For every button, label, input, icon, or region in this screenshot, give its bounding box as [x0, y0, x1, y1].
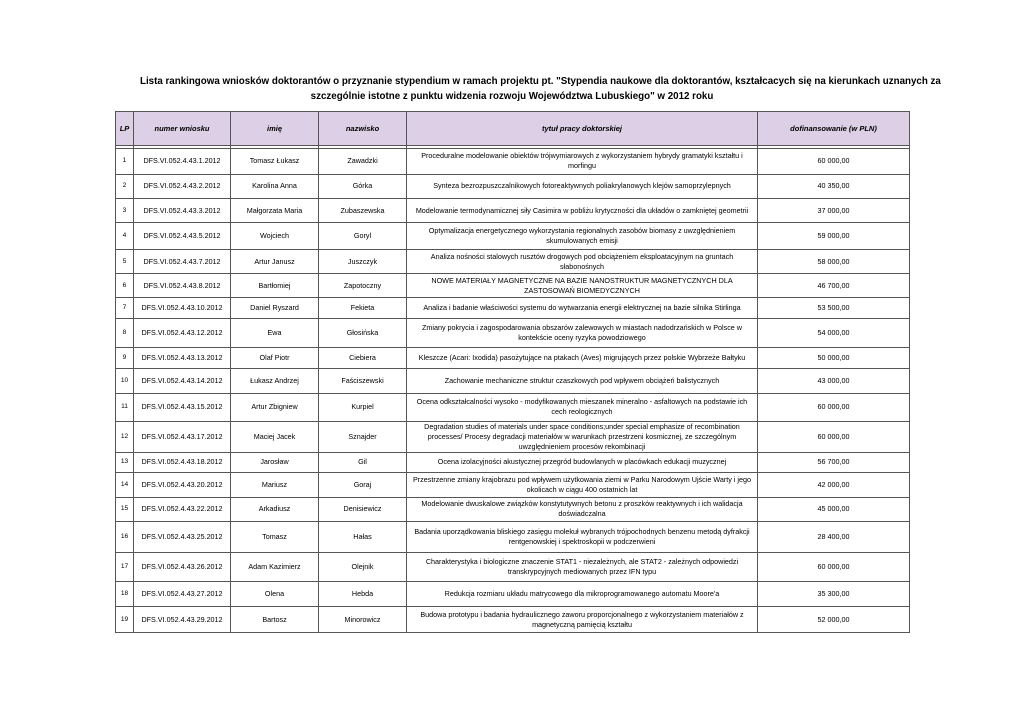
row-tytul-cell: Proceduralne modelowanie obiektów trójwymiarowych z wykorzystaniem hybrydy gramatyki kształtu i morfingu — [407, 149, 758, 175]
table-row — [116, 347, 910, 369]
table-row — [116, 319, 910, 348]
row-tytul-cell: Analiza nośności stalowych rusztów drogowych pod obciążeniem eksploatacyjnym na gruntach słabonośnych — [407, 249, 758, 273]
row-numer-wniosku-cell: DFS.VI.052.4.43.1.2012 — [134, 149, 231, 175]
row-imie-cell: Adam Kazimierz — [231, 553, 319, 582]
row-numer-wniosku-cell: DFS.VI.052.4.43.3.2012 — [134, 198, 231, 222]
row-nazwisko-cell: Fekieta — [319, 298, 407, 319]
row-lp-cell: 19 — [116, 606, 134, 633]
row-imie-cell: Karolina Anna — [231, 174, 319, 198]
row-imie-cell: Olaf Piotr — [231, 347, 319, 369]
table-row — [116, 452, 910, 473]
header-numer-wniosku: numer wniosku — [134, 112, 231, 146]
row-imie-cell: Małgorzata Maria — [231, 198, 319, 222]
row-dofinansowanie-cell: 35 300,00 — [758, 582, 910, 606]
row-nazwisko-cell: Kurpiel — [319, 393, 407, 421]
row-numer-wniosku-cell: DFS.VI.052.4.43.5.2012 — [134, 223, 231, 250]
row-tytul-cell: Modelowanie dwuskalowe związków konstytutywnych betonu z proszków reaktywnych i ich walidacja doświadczalna — [407, 497, 758, 521]
row-numer-wniosku-cell: DFS.VI.052.4.43.15.2012 — [134, 393, 231, 421]
row-numer-wniosku-cell: DFS.VI.052.4.43.13.2012 — [134, 347, 231, 369]
row-imie-cell: Olena — [231, 582, 319, 606]
title-line-1: Lista rankingowa wniosków doktorantów o przyznanie stypendium w ramach projektu pt. "Stypendia naukowe dla doktorantów, kształcacych się na kierunkach uznanych za — [140, 75, 941, 87]
table-row — [116, 553, 910, 582]
row-tytul-cell: Budowa prototypu i badania hydraulicznego zaworu proporcjonalnego z wykorzystaniem materiałów z magnetyczną pamięcią kształtu — [407, 606, 758, 633]
row-numer-wniosku-cell: DFS.VI.052.4.43.14.2012 — [134, 369, 231, 393]
row-imie-cell: Tomasz Łukasz — [231, 149, 319, 175]
row-dofinansowanie-cell: 53 500,00 — [758, 298, 910, 319]
row-tytul-cell: Zmiany pokrycia i zagospodarowania obszarów zalewowych w miastach nadodrzańskich w Polsce w kontekście oceny ryzyka powodziowego — [407, 319, 758, 348]
row-tytul-cell: Redukcja rozmiaru układu matrycowego dla mikroprogramowanego automatu Moore'a — [407, 582, 758, 606]
row-lp-cell: 12 — [116, 421, 134, 452]
row-numer-wniosku-cell: DFS.VI.052.4.43.29.2012 — [134, 606, 231, 633]
row-tytul-cell: Ocena odkształcalności wysoko - modyfikowanych mieszanek mineralno - asfaltowych na podstawie ich cech reologicznych — [407, 393, 758, 421]
row-tytul-cell: Przestrzenne zmiany krajobrazu pod wpływem użytkowania ziemi w Parku Narodowym Ujście Warty i jego okolicach w ciągu 400 ostatnich lat — [407, 473, 758, 497]
row-tytul-cell: Charakterystyka i biologiczne znaczenie STAT1 - niezależnych, ale STAT2 - zależnych odpowiedzi transkrypcyjnych mediowanych przez IFN typu — [407, 553, 758, 582]
row-nazwisko-cell: Sznajder — [319, 421, 407, 452]
row-tytul-cell: Analiza i badanie właściwości systemu do wytwarzania energii elektrycznej na bazie silnika Stirlinga — [407, 298, 758, 319]
row-tytul-cell: Degradation studies of materials under space conditions;under special emphasize of recombination processes/ Procesy degradacji materiałów w warunkach przestrzeni kosmicznej, ze szczególnym uwzględnieniem procesów rekombinacji — [407, 421, 758, 452]
row-nazwisko-cell: Zawadzki — [319, 149, 407, 175]
table-row — [116, 393, 910, 421]
row-nazwisko-cell: Zapotoczny — [319, 274, 407, 298]
table-row — [116, 421, 910, 452]
row-tytul-cell: Zachowanie mechaniczne struktur czaszkowych pod wpływem obciążeń balistycznych — [407, 369, 758, 393]
row-dofinansowanie-cell: 42 000,00 — [758, 473, 910, 497]
row-tytul-cell: Optymalizacja energetycznego wykorzystania regionalnych zasobów biomasy z uwzględnieniem skumulowanych emisji — [407, 223, 758, 250]
row-dofinansowanie-cell: 56 700,00 — [758, 452, 910, 473]
table-row — [116, 174, 910, 198]
row-lp-cell: 18 — [116, 582, 134, 606]
row-nazwisko-cell: Minorowicz — [319, 606, 407, 633]
row-tytul-cell: NOWE MATERIAŁY MAGNETYCZNE NA BAZIE NANOSTRUKTUR MAGNETYCZNYCH DLA ZASTOSOWAŃ BIOMEDYCZNYCH — [407, 274, 758, 298]
row-lp-cell: 17 — [116, 553, 134, 582]
row-nazwisko-cell: Olejnik — [319, 553, 407, 582]
row-nazwisko-cell: Ciebiera — [319, 347, 407, 369]
row-numer-wniosku-cell: DFS.VI.052.4.43.12.2012 — [134, 319, 231, 348]
row-dofinansowanie-cell: 60 000,00 — [758, 393, 910, 421]
table-row — [116, 298, 910, 319]
table-row — [116, 223, 910, 250]
row-lp-cell: 15 — [116, 497, 134, 521]
row-imie-cell: Wojciech — [231, 223, 319, 250]
row-lp-cell: 13 — [116, 452, 134, 473]
row-nazwisko-cell: Hebda — [319, 582, 407, 606]
table-body — [116, 146, 910, 633]
row-imie-cell: Artur Zbigniew — [231, 393, 319, 421]
row-numer-wniosku-cell: DFS.VI.052.4.43.25.2012 — [134, 521, 231, 553]
row-dofinansowanie-cell: 43 000,00 — [758, 369, 910, 393]
table-row — [116, 521, 910, 553]
row-lp-cell: 3 — [116, 198, 134, 222]
ranking-table — [115, 111, 910, 633]
row-dofinansowanie-cell: 54 000,00 — [758, 319, 910, 348]
row-tytul-cell: Kleszcze (Acari: Ixodida) pasożytujące na ptakach (Aves) migrujących przez polskie Wybrzeże Bałtyku — [407, 347, 758, 369]
row-lp-cell: 6 — [116, 274, 134, 298]
title-line-2: szczególnie istotne z punktu widzenia rozwoju Województwa Lubuskiego" w 2012 roku — [310, 90, 714, 102]
row-imie-cell: Bartłomiej — [231, 274, 319, 298]
row-lp-cell: 7 — [116, 298, 134, 319]
row-nazwisko-cell: Gil — [319, 452, 407, 473]
row-imie-cell: Ewa — [231, 319, 319, 348]
header-dofinansowanie: dofinansowanie (w PLN) — [758, 112, 910, 146]
row-numer-wniosku-cell: DFS.VI.052.4.43.2.2012 — [134, 174, 231, 198]
row-imie-cell: Daniel Ryszard — [231, 298, 319, 319]
table-row — [116, 249, 910, 273]
row-imie-cell: Bartosz — [231, 606, 319, 633]
row-nazwisko-cell: Zubaszewska — [319, 198, 407, 222]
row-nazwisko-cell: Górka — [319, 174, 407, 198]
row-lp-cell: 5 — [116, 249, 134, 273]
row-nazwisko-cell: Głosińska — [319, 319, 407, 348]
row-numer-wniosku-cell: DFS.VI.052.4.43.17.2012 — [134, 421, 231, 452]
header-nazwisko: nazwisko — [319, 112, 407, 146]
row-imie-cell: Maciej Jacek — [231, 421, 319, 452]
row-imie-cell: Tomasz — [231, 521, 319, 553]
row-numer-wniosku-cell: DFS.VI.052.4.43.20.2012 — [134, 473, 231, 497]
row-numer-wniosku-cell: DFS.VI.052.4.43.18.2012 — [134, 452, 231, 473]
row-numer-wniosku-cell: DFS.VI.052.4.43.26.2012 — [134, 553, 231, 582]
row-imie-cell: Mariusz — [231, 473, 319, 497]
row-imie-cell: Arkadiusz — [231, 497, 319, 521]
row-numer-wniosku-cell: DFS.VI.052.4.43.27.2012 — [134, 582, 231, 606]
table-row — [116, 582, 910, 606]
row-tytul-cell: Ocena izolacyjności akustycznej przegród budowlanych w placówkach edukacji muzycznej — [407, 452, 758, 473]
header-tytul: tytuł pracy doktorskiej — [407, 112, 758, 146]
table-row — [116, 198, 910, 222]
row-nazwisko-cell: Goraj — [319, 473, 407, 497]
row-lp-cell: 16 — [116, 521, 134, 553]
row-imie-cell: Artur Janusz — [231, 249, 319, 273]
row-tytul-cell: Modelowanie termodynamicznej siły Casimira w pobliżu krytyczności dla układów o zamkniętej geometrii — [407, 198, 758, 222]
row-dofinansowanie-cell: 60 000,00 — [758, 553, 910, 582]
row-dofinansowanie-cell: 50 000,00 — [758, 347, 910, 369]
table-header-row — [116, 112, 910, 146]
row-lp-cell: 8 — [116, 319, 134, 348]
row-numer-wniosku-cell: DFS.VI.052.4.43.22.2012 — [134, 497, 231, 521]
row-tytul-cell: Synteza bezrozpuszczalnikowych fotoreaktywnych poliakrylanowych klejów samoprzylepnych — [407, 174, 758, 198]
row-nazwisko-cell: Juszczyk — [319, 249, 407, 273]
row-lp-cell: 11 — [116, 393, 134, 421]
header-lp: LP — [116, 112, 134, 146]
row-numer-wniosku-cell: DFS.VI.052.4.43.10.2012 — [134, 298, 231, 319]
row-dofinansowanie-cell: 52 000,00 — [758, 606, 910, 633]
row-numer-wniosku-cell: DFS.VI.052.4.43.7.2012 — [134, 249, 231, 273]
row-dofinansowanie-cell: 40 350,00 — [758, 174, 910, 198]
row-imie-cell: Łukasz Andrzej — [231, 369, 319, 393]
page-title — [140, 74, 941, 104]
table-row — [116, 274, 910, 298]
row-dofinansowanie-cell: 45 000,00 — [758, 497, 910, 521]
row-nazwisko-cell: Hałas — [319, 521, 407, 553]
row-lp-cell: 1 — [116, 149, 134, 175]
table-row — [116, 606, 910, 633]
table-row — [116, 149, 910, 175]
row-nazwisko-cell: Goryl — [319, 223, 407, 250]
row-dofinansowanie-cell: 59 000,00 — [758, 223, 910, 250]
table-row — [116, 369, 910, 393]
row-tytul-cell: Badania uporządkowania bliskiego zasięgu molekuł wybranych trójpochodnych benzenu metodą dyfrakcji rentgenowskiej i spektroskopii w podczerwieni — [407, 521, 758, 553]
row-numer-wniosku-cell: DFS.VI.052.4.43.8.2012 — [134, 274, 231, 298]
row-dofinansowanie-cell: 46 700,00 — [758, 274, 910, 298]
row-lp-cell: 4 — [116, 223, 134, 250]
row-dofinansowanie-cell: 60 000,00 — [758, 421, 910, 452]
row-lp-cell: 10 — [116, 369, 134, 393]
row-lp-cell: 2 — [116, 174, 134, 198]
row-lp-cell: 14 — [116, 473, 134, 497]
header-imie: imię — [231, 112, 319, 146]
row-imie-cell: Jarosław — [231, 452, 319, 473]
table-row — [116, 497, 910, 521]
row-dofinansowanie-cell: 60 000,00 — [758, 149, 910, 175]
row-nazwisko-cell: Faściszewski — [319, 369, 407, 393]
row-dofinansowanie-cell: 28 400,00 — [758, 521, 910, 553]
row-dofinansowanie-cell: 58 000,00 — [758, 249, 910, 273]
table-row — [116, 473, 910, 497]
row-lp-cell: 9 — [116, 347, 134, 369]
row-nazwisko-cell: Denisiewicz — [319, 497, 407, 521]
row-dofinansowanie-cell: 37 000,00 — [758, 198, 910, 222]
